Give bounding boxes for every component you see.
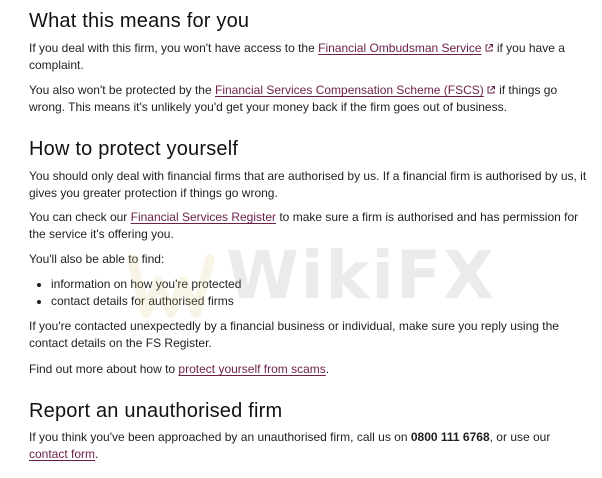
heading-how-to-protect: How to protect yourself [29,138,239,160]
text: . [325,362,330,376]
link-label: Financial Services Compensation Scheme (FSCS) [214,83,484,97]
text: if you have a complaint. [29,41,565,72]
text: You can check our [29,210,131,224]
text: . [95,447,99,461]
paragraph-fscs [29,82,589,116]
external-link-icon [486,85,496,95]
find-list [29,276,241,310]
link-label: Financial Ombudsman Service [318,41,482,55]
paragraph-authorised-firms: You should only deal with financial firms that are authorised by us. If a financial firm is authorised by us, it gives you greater protection if things go wrong. [29,169,587,200]
text: , or use our [489,430,551,444]
heading-report-firm: Report an unauthorised firm [29,400,283,422]
fscs-link[interactable] [215,83,484,97]
heading-what-this-means: What this means for you [29,10,250,32]
watermark-text: WikiFX [226,237,496,314]
paragraph-ombudsman [29,40,589,74]
text: If you think you've been approached by an unauthorised firm, call us on [29,430,411,444]
external-link-icon [484,43,494,53]
contact-form-link[interactable]: contact form [29,447,96,461]
paragraph-scams [29,361,329,378]
text: to make sure a firm is authorised and has permission for the service it's offering you. [29,210,579,241]
paragraph-contacted: If you're contacted unexpectedly by a financial business or individual, make sure you reply using the contact details on the FS Register. [29,319,559,350]
protect-from-scams-link[interactable]: protect yourself from scams [178,362,326,376]
list-item: • information on how you're protected [51,276,241,293]
list-item: • contact details for authorised firms [51,293,241,310]
financial-services-register-link[interactable]: Financial Services Register [130,210,277,224]
text: if things go wrong. This means it's unlikely you'd get your money back if the firm goes out of business. [29,83,558,114]
text: You also won't be protected by the [29,83,215,97]
paragraph-report [29,429,589,463]
phone-number: 0800 111 6768 [410,430,490,444]
paragraph-find: You'll also be able to find: [29,252,165,266]
paragraph-register [29,209,589,243]
text: If you deal with this firm, you won't have access to the [29,41,319,55]
text: Find out more about how to [29,362,179,376]
financial-ombudsman-link[interactable] [318,41,481,55]
